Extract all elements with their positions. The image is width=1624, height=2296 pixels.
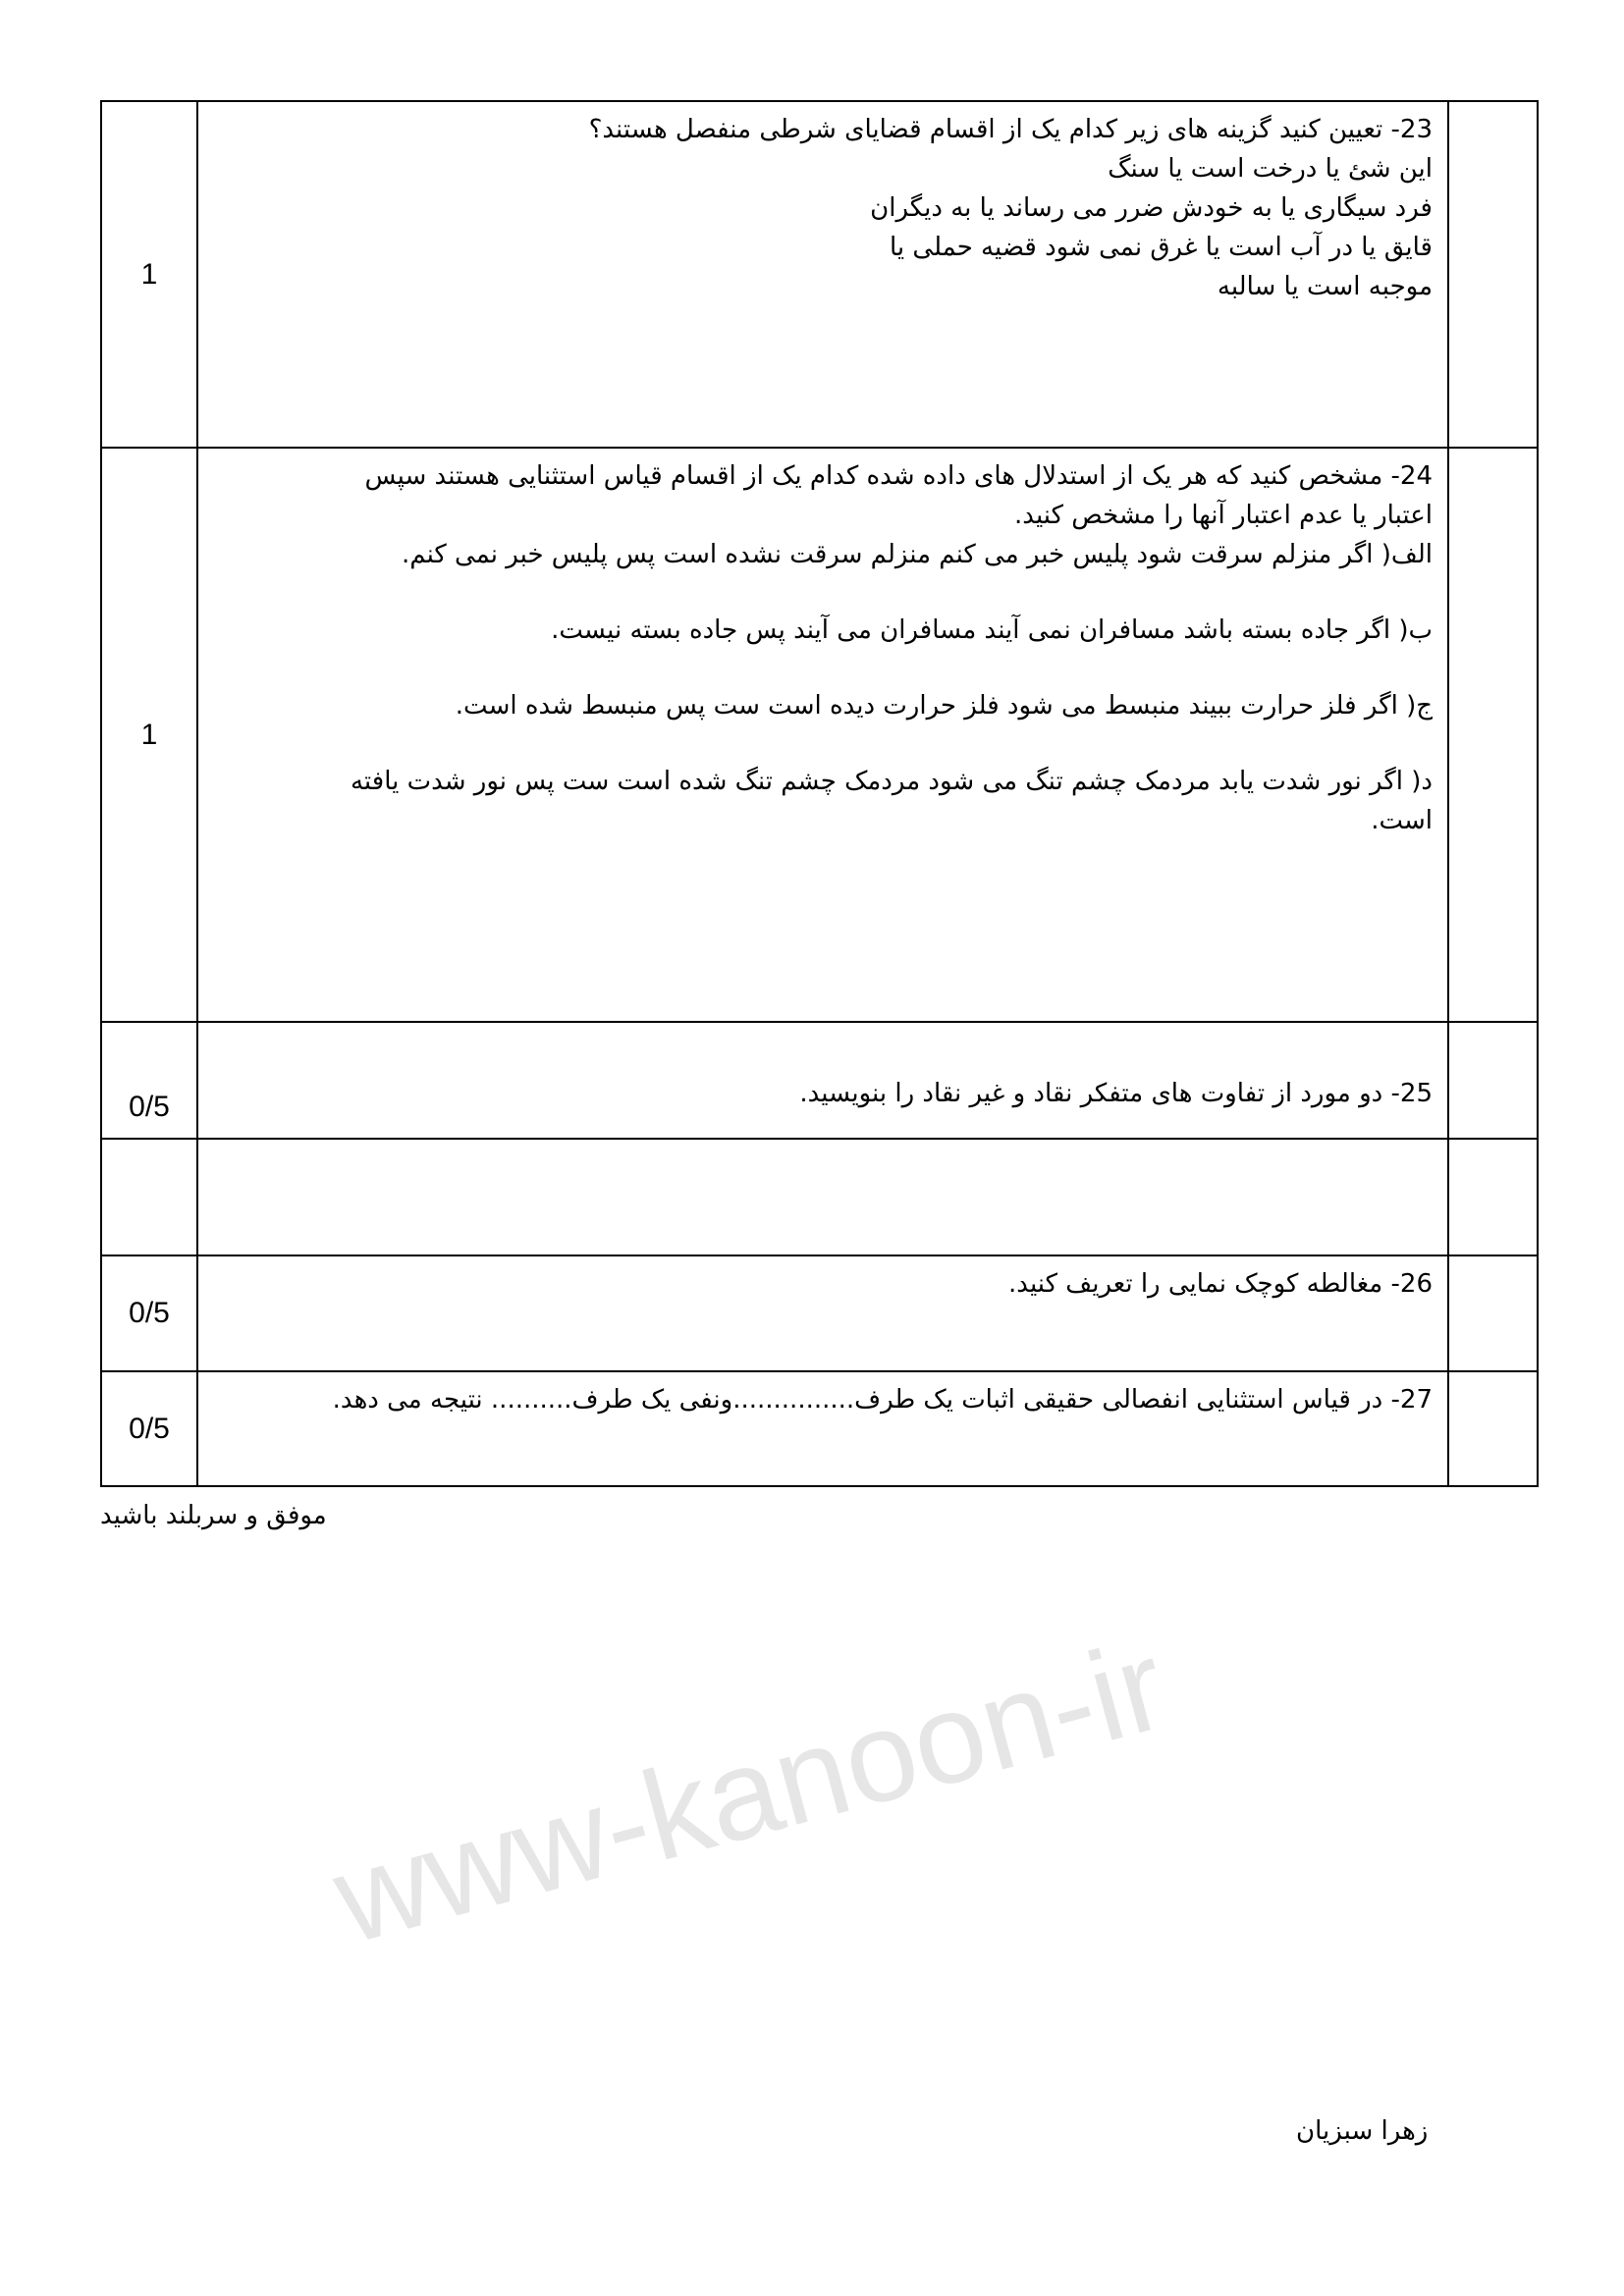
argument-item: الف( اگر منزلم سرقت شود پلیس خبر می کنم منزلم سرقت نشده است پس پلیس خبر نمی کنم. [402,540,1433,569]
option-line: فرد سیگاری یا به خودش ضرر می رساند یا به دیگران [870,193,1433,223]
argument-item: ب( اگر جاده بسته باشد مسافران نمی آیند مسافران می آیند پس جاده بسته نیست. [551,615,1433,645]
option-line: این شئ یا درخت است یا سنگ [1108,154,1433,184]
question-cell [198,1023,1447,1138]
blank-cell [1447,102,1537,447]
question-text: مشخص کنید که هر یک از استدلال های داده شده کدام یک از اقسام قیاس استثنایی هستند سپس [364,461,1383,491]
option-line: موجبه است یا سالبه [1217,272,1433,301]
blank-cell [1447,1140,1537,1255]
blank-cell [1447,1256,1537,1370]
answer-space [198,1140,1447,1255]
question-cell [198,1256,1447,1370]
teacher-name: زهرا سبزیان [1296,2116,1429,2146]
question-cell [198,449,1447,1021]
exam-page [100,100,1539,1530]
question-number: 26- [1390,1269,1433,1299]
closing-text: موفق و سربلند باشید [100,1501,327,1530]
option-line: قایق یا در آب است یا غرق نمی شود قضیه حملی یا [889,233,1433,262]
empty-row [102,1138,1537,1255]
watermark: www-kanoon-ir [319,1612,1180,1971]
argument-item: ج( اگر فلز حرارت ببیند منبسط می شود فلز حرارت دیده است ست پس منبسط شده است. [455,691,1433,721]
question-cell [198,102,1447,447]
question-text: اعتبار یا عدم اعتبار آنها را مشخص کنید. [1014,501,1433,530]
question-number: 25- [1390,1079,1433,1108]
blank-cell [1447,449,1537,1021]
question-number: 23- [1390,115,1433,144]
blank-cell [1447,1023,1537,1138]
question-table [100,100,1539,1487]
argument-item: د( اگر نور شدت یابد مردمک چشم تنگ می شود مردمک چشم تنگ شده است ست پس نور شدت یافته [350,767,1433,796]
question-row-26 [102,1255,1537,1370]
score-cell: 0/5 [102,1023,198,1138]
score-cell: 0/5 [102,1372,198,1485]
question-text: دو مورد از تفاوت های متفکر نقاد و غیر نقاد را بنویسید. [799,1079,1383,1108]
question-row-25 [102,1021,1537,1138]
question-number: 27- [1390,1385,1433,1415]
blank-cell [1447,1372,1537,1485]
score-cell: 0/5 [102,1256,198,1370]
question-text: در قیاس استثنایی انفصالی حقیقی اثبات یک طرف...............ونفی یک طرف.......... نتیجه می دهد. [332,1385,1383,1415]
question-number: 24- [1390,461,1433,491]
score-cell [102,1140,198,1255]
score-cell: 1 [102,102,198,447]
score-cell: 1 [102,449,198,1021]
argument-item: است. [1371,806,1433,835]
question-row-24 [102,447,1537,1021]
question-row-23 [102,102,1537,447]
question-cell [198,1372,1447,1485]
question-row-27 [102,1370,1537,1485]
question-text: تعیین کنید گزینه های زیر کدام یک از اقسام قضایای شرطی منفصل هستند؟ [588,115,1383,144]
question-text: مغالطه کوچک نمایی را تعریف کنید. [1008,1269,1383,1299]
